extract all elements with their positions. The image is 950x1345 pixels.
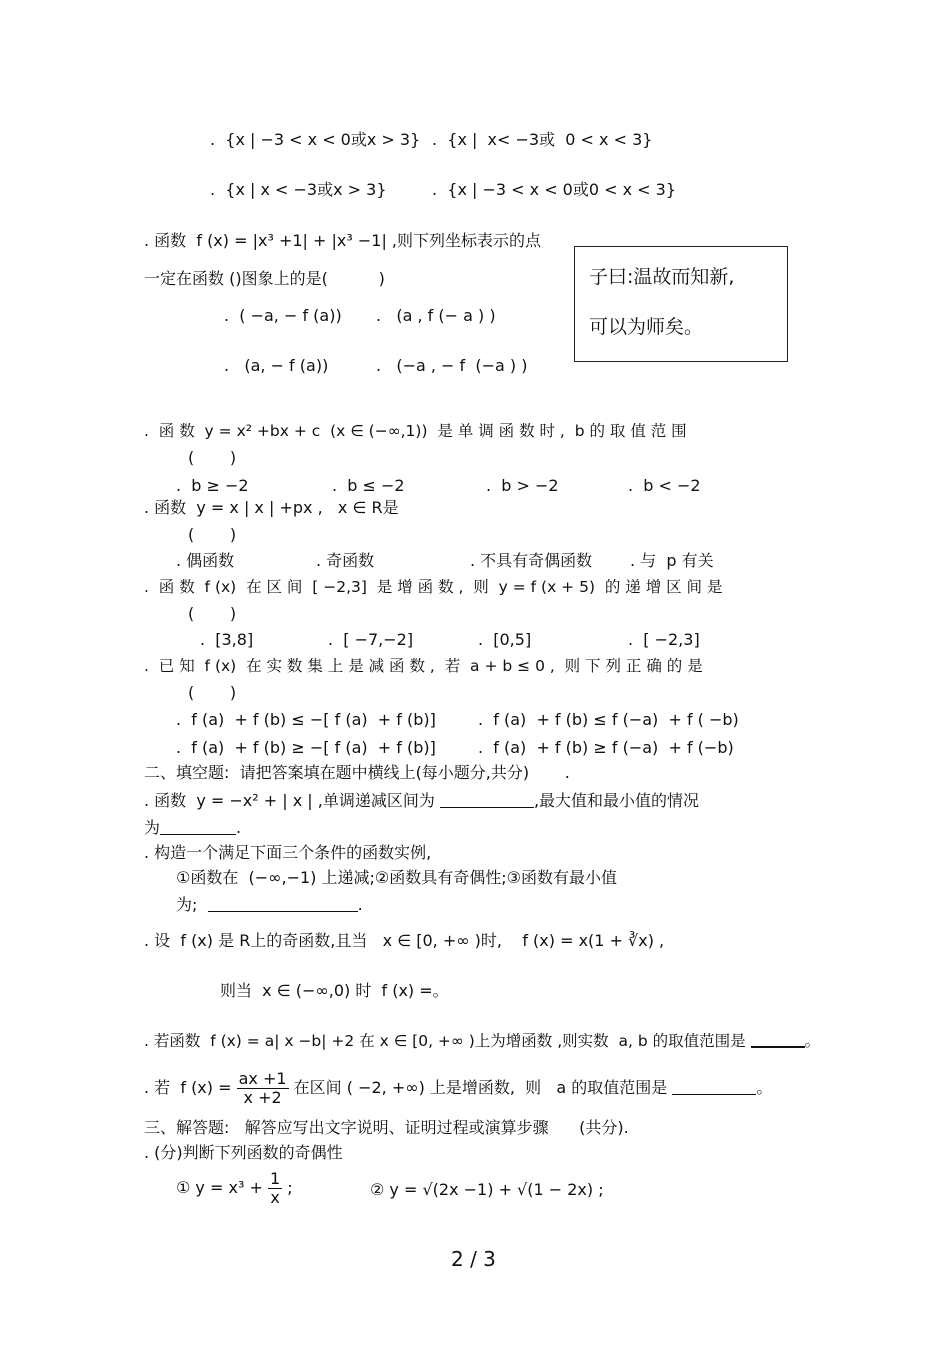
decrease-stem: . 已 知 f (x) 在 实 数 集 上 是 减 函 数 , 若 a + b ≤ 0 , 则 下 列 正 确 的 是 — [144, 657, 703, 675]
fill-4: . 若函数 f (x) = a| x −b| +2 在 x ∈ [0, +∞ )上为增函数 ,则实数 a, b 的取值范围是 。 — [144, 1032, 821, 1050]
fill-5: . 若 f (x) = $\frac{ax +1}{x +2}$ 在区间 ( −2, +∞) 上是增函数, 则 a 的取值范围是 。 — [144, 1069, 773, 1107]
func-point-option-c: . (a, − f (a)) — [224, 356, 329, 375]
answer-q1-function-1: ① y = x³ + $\frac{1}{x}$ ; — [176, 1169, 293, 1207]
fill-1-line-2: 为 . — [144, 818, 242, 837]
answer-blank[interactable] — [160, 819, 236, 835]
fill-2-line-2: ①函数在 (−∞,−1) 上递减;②函数具有奇偶性;③函数有最小值 — [176, 868, 617, 887]
increase-stem: . 函 数 f (x) 在 区 间 [ −2,3] 是 增 函 数 , 则 y = f (x + 5) 的 递 增 区 间 是 — [144, 578, 723, 596]
fill-3-line-1: . 设 f (x) 是 R上的奇函数,且当 x ∈ [0, +∞ )时, f (x) = x(1 + ∛x) , — [144, 931, 665, 950]
section-2-heading: 二、填空题: 请把答案填在题中横线上(每小题分,共分) . — [144, 763, 570, 782]
mono-b-paren: ( ) — [188, 448, 237, 467]
fraction: $\frac{1}{x}$ — [269, 1169, 281, 1207]
answer-blank[interactable] — [440, 792, 534, 808]
fill-3-line-2: 则当 x ∈ (−∞,0) 时 f (x) =。 — [220, 981, 449, 1000]
decrease-paren: ( ) — [188, 683, 237, 702]
increase-option-a: . [3,8] — [200, 630, 254, 649]
quote-box — [574, 246, 788, 362]
answer-q1: . (分)判断下列函数的奇偶性 — [144, 1143, 343, 1162]
increase-option-c: . [0,5] — [478, 630, 532, 649]
section-3-heading: 三、解答题: 解答应写出文字说明、证明过程或演算步骤 (共分). — [144, 1118, 629, 1137]
parity-option-c: . 不具有奇偶函数 — [470, 551, 593, 570]
fill-2-line-1: . 构造一个满足下面三个条件的函数实例, — [144, 843, 432, 862]
decrease-option-d: . f (a) + f (b) ≥ f (−a) + f (−b) — [478, 738, 734, 757]
fill-2-line-3: 为; . — [176, 895, 363, 914]
set-option-a: . {x | −3 < x < 0或x > 3} — [210, 130, 421, 149]
answer-blank[interactable] — [751, 1031, 805, 1048]
increase-option-d: . [ −2,3] — [628, 630, 700, 649]
decrease-option-b: . f (a) + f (b) ≤ f (−a) + f ( −b) — [478, 710, 739, 729]
answer-q1-function-2: ② y = √(2x −1) + √(1 − 2x) ; — [370, 1180, 604, 1199]
fill-1-line-1: . 函数 y = −x² + | x | ,单调递减区间为 ,最大值和最小值的情况 — [144, 791, 700, 810]
set-option-c: . {x | x < −3或x > 3} — [210, 180, 387, 199]
parity-stem: . 函数 y = x | x | +px , x ∈ R是 — [144, 498, 399, 517]
set-option-d: . {x | −3 < x < 0或0 < x < 3} — [432, 180, 677, 199]
mono-b-option-a: . b ≥ −2 — [176, 476, 249, 495]
mono-b-option-c: . b > −2 — [486, 476, 559, 495]
mono-b-option-d: . b < −2 — [628, 476, 701, 495]
decrease-option-c: . f (a) + f (b) ≥ −[ f (a) + f (b)] — [176, 738, 436, 757]
decrease-option-a: . f (a) + f (b) ≤ −[ f (a) + f (b)] — [176, 710, 436, 729]
func-point-option-d: . (−a , − f (−a ) ) — [376, 356, 528, 375]
mono-b-stem: . 函 数 y = x² +bx + c (x ∈ (−∞,1)) 是 单 调 函 数 时 , b 的 取 值 范 围 — [144, 422, 687, 440]
func-point-option-b: . (a , f (− a ) ) — [376, 306, 496, 325]
set-option-b: . {x | x< −3或 0 < x < 3} — [432, 130, 653, 149]
quote-line-2: 可以为师矣。 — [589, 316, 704, 338]
parity-option-b: . 奇函数 — [316, 551, 375, 570]
answer-blank[interactable] — [672, 1079, 756, 1095]
func-point-option-a: . ( −a, − f (a)) — [224, 306, 342, 325]
mono-b-option-b: . b ≤ −2 — [332, 476, 405, 495]
increase-paren: ( ) — [188, 604, 237, 623]
func-point-stem-2: 一定在函数 ()图象上的是( ) — [144, 269, 385, 288]
page-number: 2 / 3 — [451, 1247, 496, 1271]
increase-option-b: . [ −7,−2] — [328, 630, 414, 649]
parity-option-a: . 偶函数 — [176, 551, 235, 570]
fraction: $\frac{ax +1}{x +2}$ — [238, 1069, 287, 1107]
func-point-stem: . 函数 f (x) = |x³ +1| + |x³ −1| ,则下列坐标表示的点 — [144, 231, 542, 250]
quote-line-1: 子曰:温故而知新, — [589, 266, 735, 288]
parity-option-d: . 与 p 有关 — [630, 551, 714, 570]
answer-blank[interactable] — [208, 896, 358, 912]
parity-paren: ( ) — [188, 525, 237, 544]
